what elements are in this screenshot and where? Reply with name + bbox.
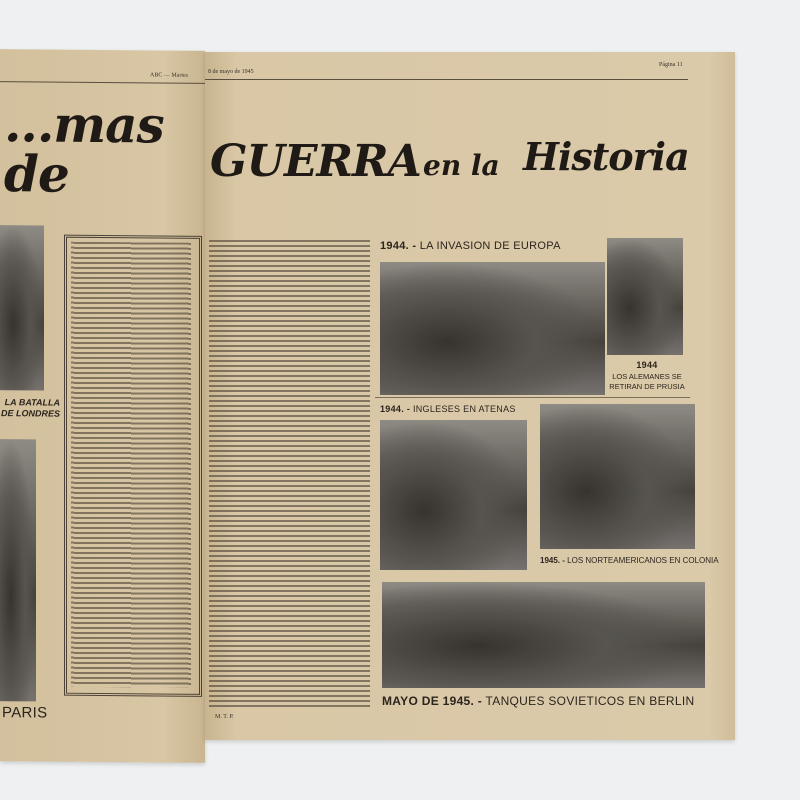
caption-year: 1944. - bbox=[380, 240, 417, 252]
headline-part-2: GUERRA bbox=[210, 136, 421, 187]
right-page bbox=[205, 52, 735, 740]
photo-left-bottom bbox=[0, 439, 36, 701]
caption-invasion bbox=[380, 240, 561, 252]
page-number: Página 11 bbox=[659, 62, 683, 68]
caption-paris: PARIS bbox=[2, 704, 48, 722]
signature: M. T. P. bbox=[215, 714, 234, 720]
photo-left-top bbox=[0, 225, 44, 390]
headline-part-1: ...mas de bbox=[4, 94, 164, 204]
left-page bbox=[0, 49, 205, 763]
caption-year: 1944. - bbox=[380, 404, 411, 414]
caption-text: LOS NORTEAMERICANOS EN COLONIA bbox=[567, 556, 719, 565]
caption-cologne bbox=[540, 556, 719, 565]
divider bbox=[375, 397, 690, 398]
caption-year: 1945. - bbox=[540, 556, 565, 565]
article-text-column bbox=[71, 242, 191, 688]
date-line: 8 de mayo de 1945 bbox=[208, 69, 254, 75]
running-head: ABC — Martes bbox=[150, 72, 188, 79]
caption-year: MAYO DE 1945. - bbox=[382, 694, 483, 708]
photo-invasion-europe bbox=[380, 262, 605, 395]
photo-athens bbox=[380, 420, 527, 570]
photo-berlin bbox=[382, 582, 705, 688]
caption-text: INGLESES EN ATENAS bbox=[412, 404, 516, 414]
caption-athens bbox=[380, 404, 516, 414]
caption-prussia: LOS ALEMANES SE RETIRAN DE PRUSIA bbox=[609, 372, 685, 391]
caption-text: TANQUES SOVIETICOS EN BERLIN bbox=[485, 694, 695, 708]
caption-text: LA INVASION DE EUROPA bbox=[419, 240, 561, 252]
caption-prussia-year: 1944 bbox=[636, 360, 658, 370]
photo-prussia bbox=[607, 238, 683, 355]
article-text-column bbox=[209, 240, 370, 710]
headline-part-3: en la bbox=[423, 149, 500, 182]
header-rule bbox=[205, 79, 688, 80]
header-rule bbox=[0, 81, 205, 84]
caption-battle-london: LA BATALLA DE LONDRES bbox=[0, 397, 60, 419]
photo-cologne bbox=[540, 404, 695, 549]
caption-berlin bbox=[382, 694, 694, 708]
headline-part-4: Historia bbox=[523, 134, 689, 179]
